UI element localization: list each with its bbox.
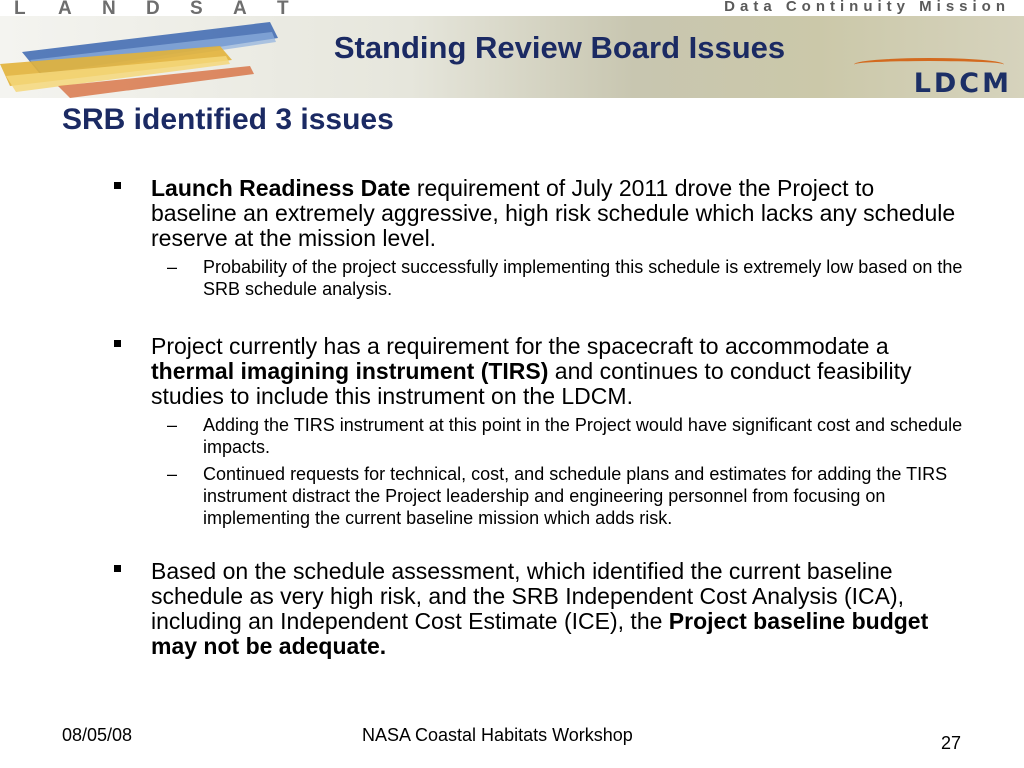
sub-bullet-item <box>0 463 1024 529</box>
sub-bullet-text: Adding the TIRS instrument at this point in the Project would have significant cost and schedule impacts. <box>203 415 963 457</box>
page-number: 27 <box>941 733 962 753</box>
bullet-item <box>0 559 1024 659</box>
brand-letter: T <box>277 0 289 19</box>
square-bullet-icon <box>114 182 121 189</box>
brand-letter: A <box>233 0 247 19</box>
bullet-item <box>0 176 1024 251</box>
dash-bullet: – <box>167 415 178 435</box>
sub-bullet-text: Probability of the project successfully implementing this schedule is extremely low based on the SRB schedule analysis. <box>203 257 963 299</box>
bullet-text: and continues to conduct feasibility studies to include this instrument on the LDCM. <box>151 358 912 409</box>
brand-letter: D <box>146 0 160 19</box>
footer-event: NASA Coastal Habitats Workshop <box>362 725 633 745</box>
bullet-item <box>0 334 1024 409</box>
bullet-bold-text: Project baseline budget may not be adequate. <box>151 608 929 659</box>
brand-letter: A <box>58 0 72 19</box>
ldcm-logo: LDCM <box>913 68 1012 98</box>
sub-bullet-item <box>0 256 1024 300</box>
slide-content <box>0 176 1024 659</box>
mission-label: Data Continuity Mission <box>724 0 1010 15</box>
bullet-text: Project currently has a requirement for the spacecraft to accommodate a <box>151 333 889 359</box>
bullet-bold-text: thermal imagining instrument (TIRS) <box>151 358 549 384</box>
footer-date: 08/05/08 <box>62 725 133 745</box>
brand-letter: N <box>102 0 116 19</box>
square-bullet-icon <box>114 340 121 347</box>
header-banner <box>0 0 1024 98</box>
sub-bullet-text: Continued requests for technical, cost, and schedule plans and estimates for adding the TIRS instrument distract the Project leadership and engineering personnel from focusing on implementing the current baseline mission which adds risk. <box>203 464 948 528</box>
slide-title: Standing Review Board Issues <box>333 30 786 65</box>
bullet-bold-text: Launch Readiness Date <box>151 175 411 201</box>
square-bullet-icon <box>114 565 121 572</box>
brand-letter: L <box>14 0 26 19</box>
bullet-text: Based on the schedule assessment, which identified the current baseline schedule as very high risk, and the SRB Independent Cost Analysis (ICA), including an Independent Cost Estimate (ICE), the <box>151 558 905 634</box>
brand-letter: S <box>190 0 203 19</box>
sub-bullet-item <box>0 414 1024 458</box>
dash-bullet: – <box>167 464 178 484</box>
slide-heading: SRB identified 3 issues <box>62 103 394 136</box>
bullet-text: requirement of July 2011 drove the Project to baseline an extremely aggressive, high risk schedule which lacks any schedule reserve at the mission level. <box>151 175 956 251</box>
dash-bullet: – <box>167 257 178 277</box>
